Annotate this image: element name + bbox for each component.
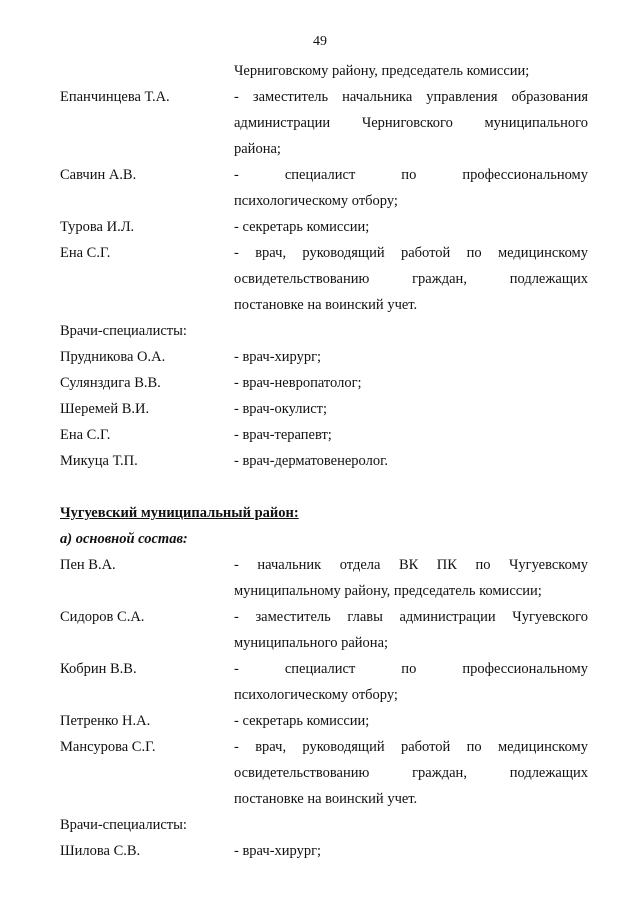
member-name: Савчин А.В. bbox=[60, 167, 137, 183]
member-name: Сидоров С.А. bbox=[60, 609, 145, 625]
doctor-role: - врач-невропатолог; bbox=[234, 375, 362, 391]
doctor-role: - врач-хирург; bbox=[234, 843, 322, 859]
member-role: - специалист по профессиональному bbox=[234, 661, 588, 677]
member-role: - специалист по профессиональному bbox=[234, 167, 588, 183]
section-heading: Чугуевский муниципальный район: bbox=[60, 505, 299, 521]
doctor-name: Сулянздига В.В. bbox=[60, 375, 161, 391]
member-name: Турова И.Л. bbox=[60, 219, 135, 235]
member-name: Петренко Н.А. bbox=[60, 713, 151, 729]
member-name: Пен В.А. bbox=[60, 557, 116, 573]
page-number: 49 bbox=[313, 34, 327, 49]
member-role: - начальник отдела ВК ПК по Чугуевскому bbox=[234, 557, 588, 573]
doctor-name: Прудникова О.А. bbox=[60, 349, 166, 365]
member-name: Ена С.Г. bbox=[60, 245, 111, 261]
doctor-role: - врач-окулист; bbox=[234, 401, 328, 417]
doctor-role: - врач-дерматовенеролог. bbox=[234, 453, 389, 469]
doctors-label: Врачи-специалисты: bbox=[60, 323, 187, 339]
member-role: - врач, руководящий работой по медицинскому bbox=[234, 245, 588, 261]
member-role: - заместитель главы администрации Чугуевского bbox=[234, 609, 588, 625]
member-name: Епанчинцева Т.А. bbox=[60, 89, 170, 105]
doctor-role: - врач-хирург; bbox=[234, 349, 322, 365]
doctor-name: Микуца Т.П. bbox=[60, 453, 138, 469]
doctor-role: - врач-терапевт; bbox=[234, 427, 332, 443]
doctors-label: Врачи-специалисты: bbox=[60, 817, 187, 833]
member-name: Кобрин В.В. bbox=[60, 661, 137, 677]
member-name: Мансурова С.Г. bbox=[60, 739, 156, 755]
member-role: - заместитель начальника управления образования bbox=[234, 89, 588, 105]
member-role: - секретарь комиссии; bbox=[234, 713, 370, 729]
doctor-name: Ена С.Г. bbox=[60, 427, 111, 443]
doctor-name: Шилова С.В. bbox=[60, 843, 141, 859]
section-subheading: а) основной состав: bbox=[60, 531, 188, 547]
doctor-name: Шеремей В.И. bbox=[60, 401, 150, 417]
member-role: - врач, руководящий работой по медицинскому bbox=[234, 739, 588, 755]
member-role: - секретарь комиссии; bbox=[234, 219, 370, 235]
